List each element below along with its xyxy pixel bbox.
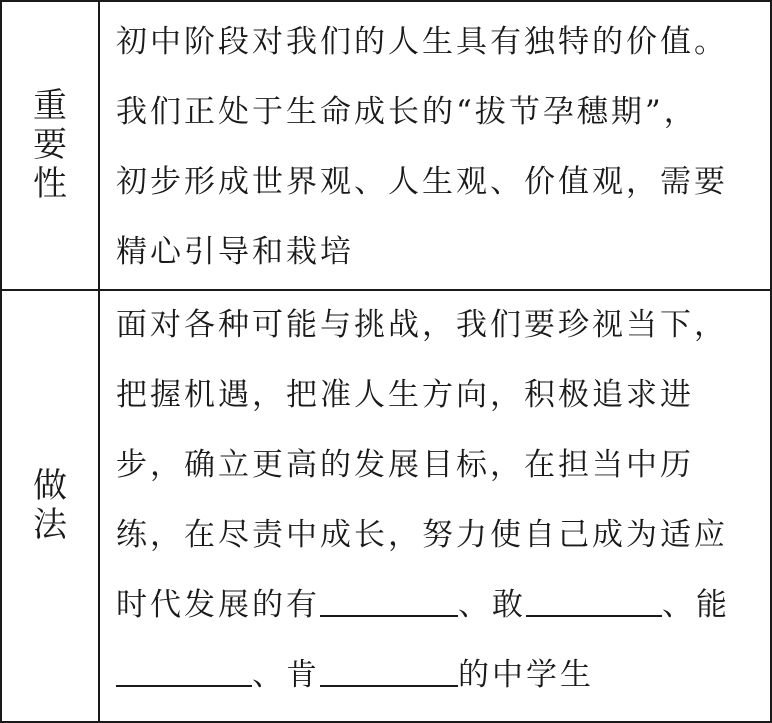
answer-blank[interactable] [320,585,458,617]
row-content-cell [106,2,762,289]
text-line: 把握机遇，把准人生方向，积极追求进 [116,377,694,413]
row-content-cell [106,291,762,721]
text-line: 我们正处于生命成长的“拔节孕穗期”， [116,94,698,130]
answer-blank[interactable] [320,655,458,687]
text-line: 面对各种可能与挑战，我们要珍视当下， [116,307,728,343]
text-line: 练，在尽责中成长，努力使自己成为适应 [116,517,728,553]
table-row-method [2,291,770,721]
text-segment: 的中学生 [458,657,594,693]
fill-in-line [116,655,762,695]
row-header-method: 做法 [33,466,67,545]
answer-blank[interactable] [116,655,252,687]
text-segment: 、能 [662,587,730,623]
row-header-cell [2,291,100,721]
text-line: 初步形成世界观、人生观、价值观，需要 [116,164,728,200]
fill-in-line [116,585,762,625]
text-line: 步，确立更高的发展目标，在担当中历 [116,447,694,483]
text-segment: 、敢 [458,587,526,623]
row-header-cell [2,2,100,289]
text-line: 初中阶段对我们的人生具有独特的价值。 [116,24,728,60]
row-header-importance: 重要性 [33,86,67,204]
text-segment: 时代发展的有 [116,587,320,623]
table-row-importance [2,2,770,291]
text-segment: 、肯 [252,657,320,693]
text-line: 精心引导和栽培 [116,234,354,270]
answer-blank[interactable] [526,585,662,617]
